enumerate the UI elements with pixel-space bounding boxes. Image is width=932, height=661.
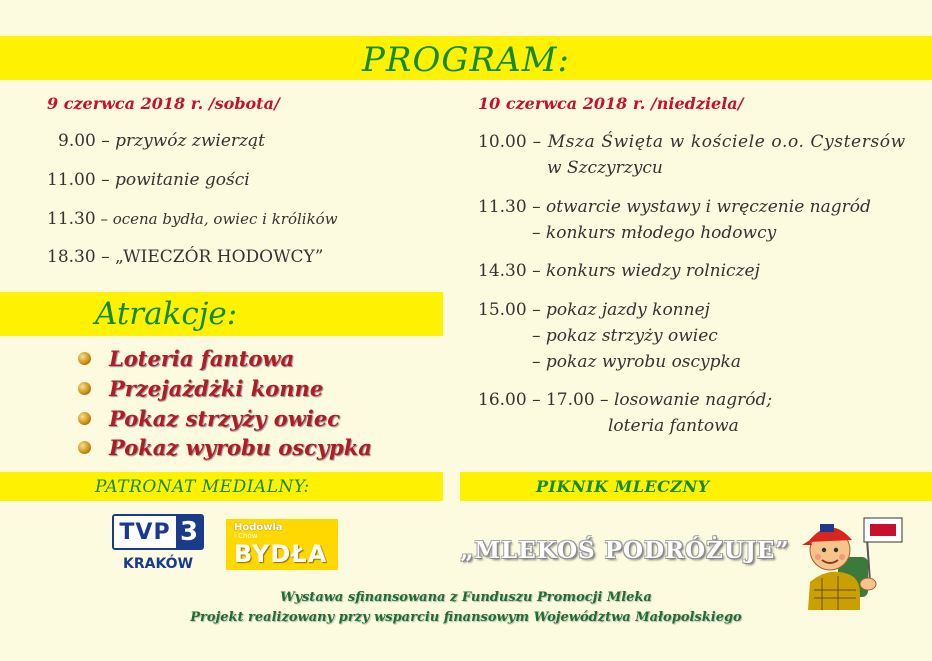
tvp3-logo — [112, 514, 204, 550]
day2-item-cont: loteria fantowa — [608, 416, 739, 436]
bullet-icon — [78, 352, 91, 365]
day1-heading: 9 czerwca 2018 r. /sobota/ — [47, 94, 280, 113]
attraction-item: Loteria fantowa — [78, 346, 294, 371]
day1-item: 11.30 – ocena bydła, owiec i królików — [47, 209, 338, 229]
day1-item: 9.00 – przywóz zwierząt — [58, 131, 265, 151]
day2-item: 10.00 – Msza Święta w kościele o.o. Cystersów — [478, 132, 906, 152]
day2-item-cont: – konkurs młodego hodowcy — [532, 223, 777, 243]
bullet-icon — [78, 412, 91, 425]
day2-item-cont: – pokaz wyrobu oscypka — [532, 352, 741, 372]
bullet-icon — [78, 382, 91, 395]
tvp-logo-text: TVP — [114, 516, 176, 548]
attraction-item: Pokaz wyrobu oscypka — [78, 435, 372, 460]
piknik-label: PIKNIK MLECZNY — [536, 477, 710, 496]
patronat-label: PATRONAT MEDIALNY: — [95, 477, 310, 497]
attraction-item: Pokaz strzyży owiec — [78, 406, 340, 431]
day1-item: 11.00 – powitanie gości — [47, 170, 250, 190]
hodowla-logo — [226, 519, 338, 570]
mlekos-slogan: „MLEKOŚ PODRÓŻUJE” — [460, 537, 790, 564]
bullet-icon — [78, 441, 91, 454]
tvp-logo-number: 3 — [176, 516, 202, 548]
hodowla-logo-top: Hodowla — [234, 522, 283, 533]
day2-heading: 10 czerwca 2018 r. /niedziela/ — [478, 94, 744, 113]
day2-item: 15.00 – pokaz jazdy konnej — [478, 300, 710, 320]
day2-item-cont: – pokaz strzyży owiec — [532, 326, 718, 346]
footer-line-1: Wystawa sfinansowana z Funduszu Promocji Mleka — [280, 590, 652, 605]
attractions-title: Atrakcje: — [95, 296, 238, 332]
day2-item-cont: w Szczyrzycu — [547, 158, 663, 178]
day2-item: 11.30 – otwarcie wystawy i wręczenie nagród — [478, 197, 871, 217]
day2-item: 16.00 – 17.00 – losowanie nagród; — [478, 390, 773, 410]
day2-item: 14.30 – konkurs wiedzy rolniczej — [478, 261, 760, 281]
hodowla-logo-mid: i Chów — [234, 532, 258, 540]
tvp-city: KRAKÓW — [122, 556, 194, 572]
footer-line-2: Projekt realizowany przy wsparciu finansowym Województwa Małopolskiego — [190, 610, 742, 625]
program-title: PROGRAM: — [362, 40, 570, 80]
day1-item: 18.30 – „WIECZÓR HODOWCY” — [47, 247, 324, 267]
hodowla-logo-main: BYDŁA — [234, 540, 328, 568]
attraction-item: Przejażdżki konne — [78, 376, 323, 401]
